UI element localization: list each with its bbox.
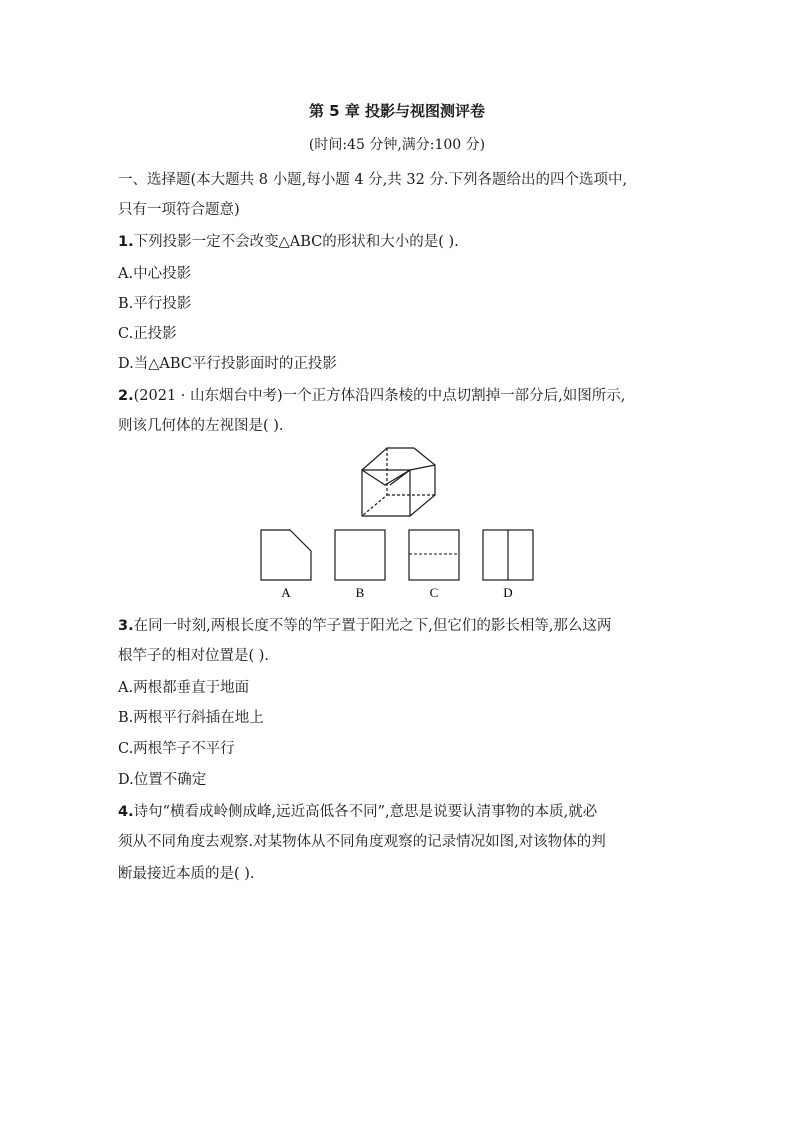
question-1-option-c: C.正投影 xyxy=(118,326,177,342)
page-title: 第 5 章 投影与视图测评卷 xyxy=(308,102,486,120)
question-4-text-line3: 断最接近本质的是( ). xyxy=(118,866,255,882)
option-b-shape xyxy=(335,530,385,580)
question-3-option-d: D.位置不确定 xyxy=(118,772,207,788)
figure-label-d: D xyxy=(503,585,513,600)
cube-front-face xyxy=(362,470,410,516)
question-1 xyxy=(118,230,459,251)
question-1-text: 下列投影一定不会改变△ABC的形状和大小的是( ). xyxy=(133,234,459,250)
question-4-number: 4. xyxy=(118,804,134,820)
question-2-line1 xyxy=(118,384,625,405)
question-1-number: 1. xyxy=(118,234,134,250)
question-1-option-b: B.平行投影 xyxy=(118,296,192,312)
question-1-option-d: D.当△ABC平行投影面时的正投影 xyxy=(118,356,337,372)
option-a-shape xyxy=(261,530,311,580)
question-3-option-c: C.两根竿子不平行 xyxy=(118,741,235,757)
question-3-option-a: A.两根都垂直于地面 xyxy=(118,680,250,696)
question-2-text-line2: 则该几何体的左视图是( ). xyxy=(118,418,284,434)
option-c-shape xyxy=(409,530,459,580)
figure-label-a: A xyxy=(281,585,291,600)
cut-cube-diagram xyxy=(362,448,435,516)
question-1-option-a: A.中心投影 xyxy=(118,266,192,282)
question-3-text-line2: 根竿子的相对位置是( ). xyxy=(118,648,270,664)
cube-right-edges xyxy=(410,448,435,516)
question-2-text-line1: (2021 · 山东烟台中考)一个正方体沿四条棱的中点切割掉一部分后,如图所示, xyxy=(133,388,626,404)
figure-label-c: C xyxy=(429,585,439,600)
section-heading-line2: 只有一项符合题意) xyxy=(118,202,240,218)
section-heading-line1: 一、选择题(本大题共 8 小题,每小题 4 分,共 32 分.下列各题给出的四个选项中, xyxy=(118,172,628,188)
figure-label-b: B xyxy=(355,585,365,600)
cube-cut-edge-2 xyxy=(410,465,435,470)
question-4-line1 xyxy=(118,800,597,821)
question-4-text-line1: 诗句“横看成岭侧成峰,远近高低各不同”,意思是说要认清事物的本质,就必 xyxy=(133,804,598,820)
question-3-number: 3. xyxy=(118,618,134,634)
question-4-text-line2: 须从不同角度去观察.对某物体从不同角度观察的记录情况如图,对该物体的判 xyxy=(118,834,606,850)
question-2-number: 2. xyxy=(118,388,134,404)
question-3-text-line1: 在同一时刻,两根长度不等的竿子置于阳光之下,但它们的影长相等,那么这两 xyxy=(133,618,612,634)
cube-hidden-edge-vertical xyxy=(362,448,387,516)
page-subtitle: (时间:45 分钟,满分:100 分) xyxy=(308,137,486,153)
question-3-line1 xyxy=(118,614,611,635)
question-3-option-b: B.两根平行斜插在地上 xyxy=(118,710,264,726)
question-2-figure xyxy=(250,440,550,605)
cube-top-v xyxy=(362,470,410,485)
